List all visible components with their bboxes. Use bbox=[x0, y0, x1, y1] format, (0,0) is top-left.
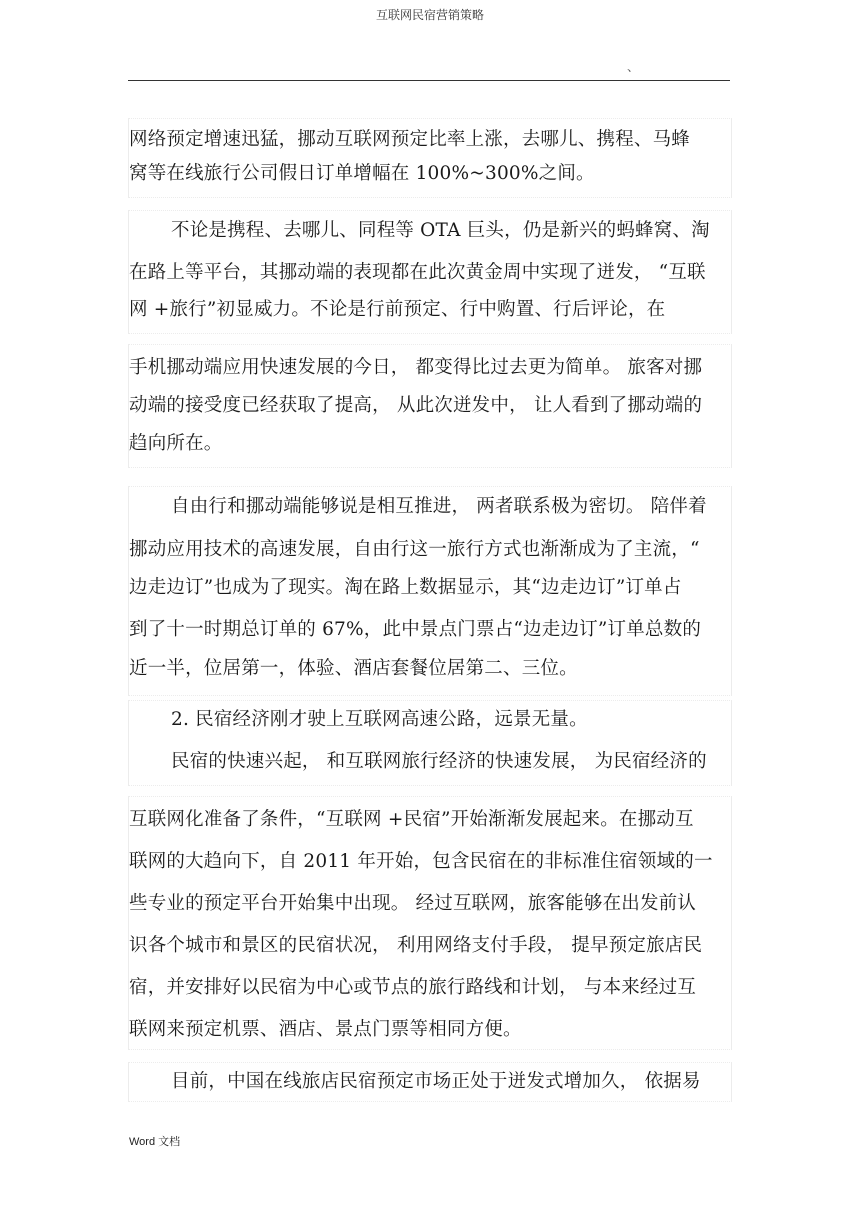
body-line: 些专业的预定平台开始集中出现。 经过互联网，旅客能够在出发前认 bbox=[129, 893, 697, 914]
page-header-title: 互联网民宿营销策略 bbox=[375, 8, 484, 22]
body-line: 在路上等平台，其挪动端的表现都在此次黄金周中实现了迸发， “互联 bbox=[129, 262, 706, 283]
body-line: 网络预定增速迅猛，挪动互联网预定比率上涨，去哪儿、携程、马蜂 bbox=[129, 129, 691, 150]
body-line: 互联网化准备了条件，“互联网 +民宿”开始渐渐发展起来。在挪动互 bbox=[129, 809, 694, 830]
page-footer bbox=[129, 1133, 180, 1149]
footer-doc: 文档 bbox=[158, 1135, 181, 1148]
body-line: 目前，中国在线旅店民宿预定市场正处于迸发式增加久， 依据易 bbox=[171, 1071, 701, 1092]
body-line: 窝等在线旅行公司假日订单增幅在 100%~300%之间。 bbox=[129, 163, 595, 184]
body-line: 联网的大趋向下，自 2011 年开始，包含民宿在的非标准住宿领域的一 bbox=[129, 851, 713, 872]
body-line: 边走边订”也成为了现实。淘在路上数据显示，其“边走边订”订单占 bbox=[129, 577, 682, 598]
body-line: 民宿的快速兴起， 和互联网旅行经济的快速发展， 为民宿经济的 bbox=[171, 751, 707, 772]
body-line: 近一半，位居第一，体验、酒店套餐位居第二、三位。 bbox=[129, 658, 578, 679]
body-line: 趋向所在。 bbox=[129, 433, 223, 454]
body-line: 不论是携程、去哪儿、同程等 OTA 巨头，仍是新兴的蚂蜂窝、淘 bbox=[171, 220, 710, 241]
body-line: 宿，并安排好以民宿为中心或节点的旅行路线和计划， 与本来经过互 bbox=[129, 977, 697, 998]
header-mark: 、 bbox=[627, 60, 640, 74]
body-line: 到了十一时期总订单的 67%，此中景点门票占“边走边订”订单总数的 bbox=[129, 619, 702, 640]
header-divider bbox=[128, 80, 730, 81]
body-line: 联网来预定机票、酒店、景点门票等相同方便。 bbox=[129, 1019, 522, 1040]
body-line: 识各个城市和景区的民宿状况， 利用网络支付手段， 提早预定旅店民 bbox=[129, 935, 703, 956]
body-line: 动端的接受度已经获取了提高， 从此次迸发中， 让人看到了挪动端的 bbox=[129, 395, 703, 416]
body-line: 手机挪动端应用快速发展的今日， 都变得比过去更为简单。 旅客对挪 bbox=[129, 357, 703, 378]
section-heading: 2. 民宿经济刚才驶上互联网高速公路，远景无量。 bbox=[171, 709, 588, 730]
footer-word: Word bbox=[129, 1136, 156, 1148]
body-line: 自由行和挪动端能够说是相互推进， 两者联系极为密切。 陪伴着 bbox=[171, 496, 707, 517]
body-line: 挪动应用技术的高速发展，自由行这一旅行方式也渐渐成为了主流，“ bbox=[129, 539, 700, 560]
body-line: 网 +旅行”初显威力。不论是行前预定、行中购置、行后评论，在 bbox=[129, 299, 666, 320]
